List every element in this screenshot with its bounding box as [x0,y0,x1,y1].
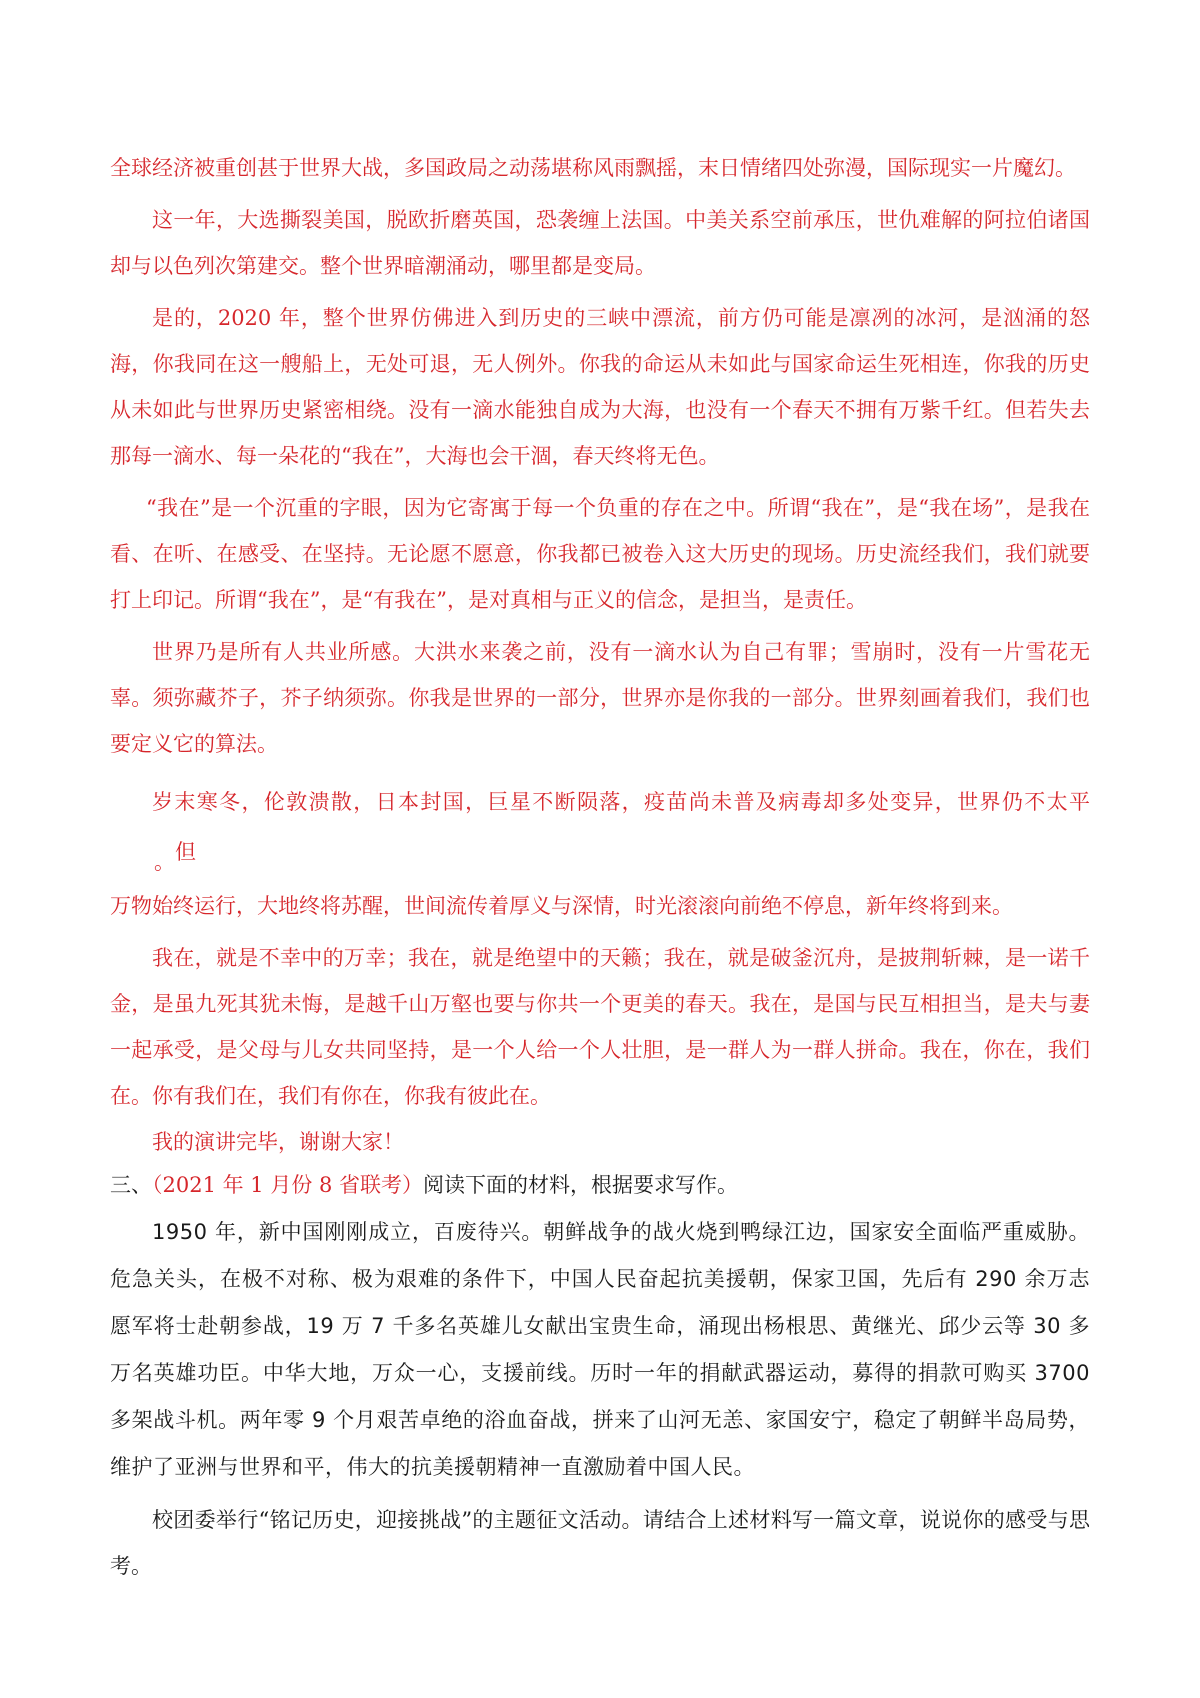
section-instruction: 阅读下面的材料，根据要求写作。 [423,1173,739,1197]
section-number: 三、 [110,1173,152,1197]
material-paragraph: 1950 年，新中国刚刚成立，百废待兴。朝鲜战争的战火烧到鸭绿江边，国家安全面临严重威胁。危急关头，在极不对称、极为艰难的条件下，中国人民奋起抗美援朝，保家卫国，先后有 290 余万志愿军将士赴朝参战，19 万 7 千多名英雄儿女献出宝贵生命，涌现出杨根思、黄继光、邱少云等 30 多万名英雄功臣。中华大地，万众一心，支援前线。历时一年的捐献武器运动，募得的捐款可购买 3700 多架战斗机。两年零 9 个月艰苦卓绝的浴血奋战，拼来了山河无恙、家国安宁，稳定了朝鲜半岛局势，维护了亚洲与世界和平，伟大的抗美援朝精神一直激励着中国人民。 [110,1220,1090,1479]
paragraph-5: 世界乃是所有人共业所感。大洪水来袭之前，没有一滴水认为自己有罪；雪崩时，没有一片雪花无辜。须弥藏芥子，芥子纳须弥。你我是世界的一部分，世界亦是你我的一部分。世界刻画着我们，我们也要定义它的算法。 [110,640,1090,756]
paragraph-7: 万物始终运行，大地终将苏醒，世间流传着厚义与深情，时光滚滚向前绝不停息，新年终将到来。 [110,894,1013,918]
task-paragraph: 校团委举行“铭记历史，迎接挑战”的主题征文活动。请结合上述材料写一篇文章，说说你的感受与思考。 [110,1508,1090,1578]
paragraph-3: 是的，2020 年，整个世界仿佛进入到历史的三峡中漂流，前方仍可能是凛冽的冰河，是汹涌的怒海，你我同在这一艘船上，无处可退，无人例外。你我的命运从未如此与国家命运生死相连，你我的历史从未如此与世界历史紧密相绕。没有一滴水能独自成为大海，也没有一个春天不拥有万紫千红。但若失去那每一滴水、每一朵花的“我在”，大海也会干涸，春天终将无色。 [110,306,1090,468]
paragraph-8: 我在，就是不幸中的万幸；我在，就是绝望中的天籁；我在，就是破釜沉舟，是披荆斩棘，是一诺千金，是虽九死其犹未悔，是越千山万壑也要与你共一个更美的春天。我在，是国与民互相担当，是夫与妻一起承受，是父母与儿女共同坚持，是一个人给一个人壮胆，是一群人为一群人拼命。我在，你在，我们在。你有我们在，我们有你在，你我有彼此在。 [110,946,1090,1108]
document-body [110,145,1090,1589]
section-heading [110,1163,1090,1207]
paragraph-6-tail: 但 [175,840,196,864]
paragraph-6-text: 岁末寒冬，伦敦溃散，日本封国，巨星不断陨落，疫苗尚未普及病毒却多处变异，世界仍不太平 [152,790,1090,814]
paragraph-9: 我的演讲完毕，谢谢大家！ [152,1130,404,1154]
paragraph-2: 这一年，大选撕裂美国，脱欧折磨英国，恐袭缠上法国。中美关系空前承压，世仇难解的阿拉伯诸国却与以色列次第建交。整个世界暗潮涌动，哪里都是变局。 [110,208,1090,278]
paragraph-4: “我在”是一个沉重的字眼，因为它寄寓于每一个负重的存在之中。所谓“我在”，是“我在场”，是我在看、在听、在感受、在坚持。无论愿不愿意，你我都已被卷入这大历史的现场。历史流经我们，我们就要打上印记。所谓“我在”，是“有我在”，是对真相与正义的信念，是担当，是责任。 [110,496,1090,612]
section-source: （2021 年 1 月份 8 省联考） [152,1173,424,1197]
paragraph-6 [110,777,1090,877]
paragraph-6-period: 。 [154,850,175,874]
paragraph-1: 全球经济被重创甚于世界大战，多国政局之动荡堪称风雨飘摇，末日情绪四处弥漫，国际现实一片魔幻。 [110,156,1076,180]
